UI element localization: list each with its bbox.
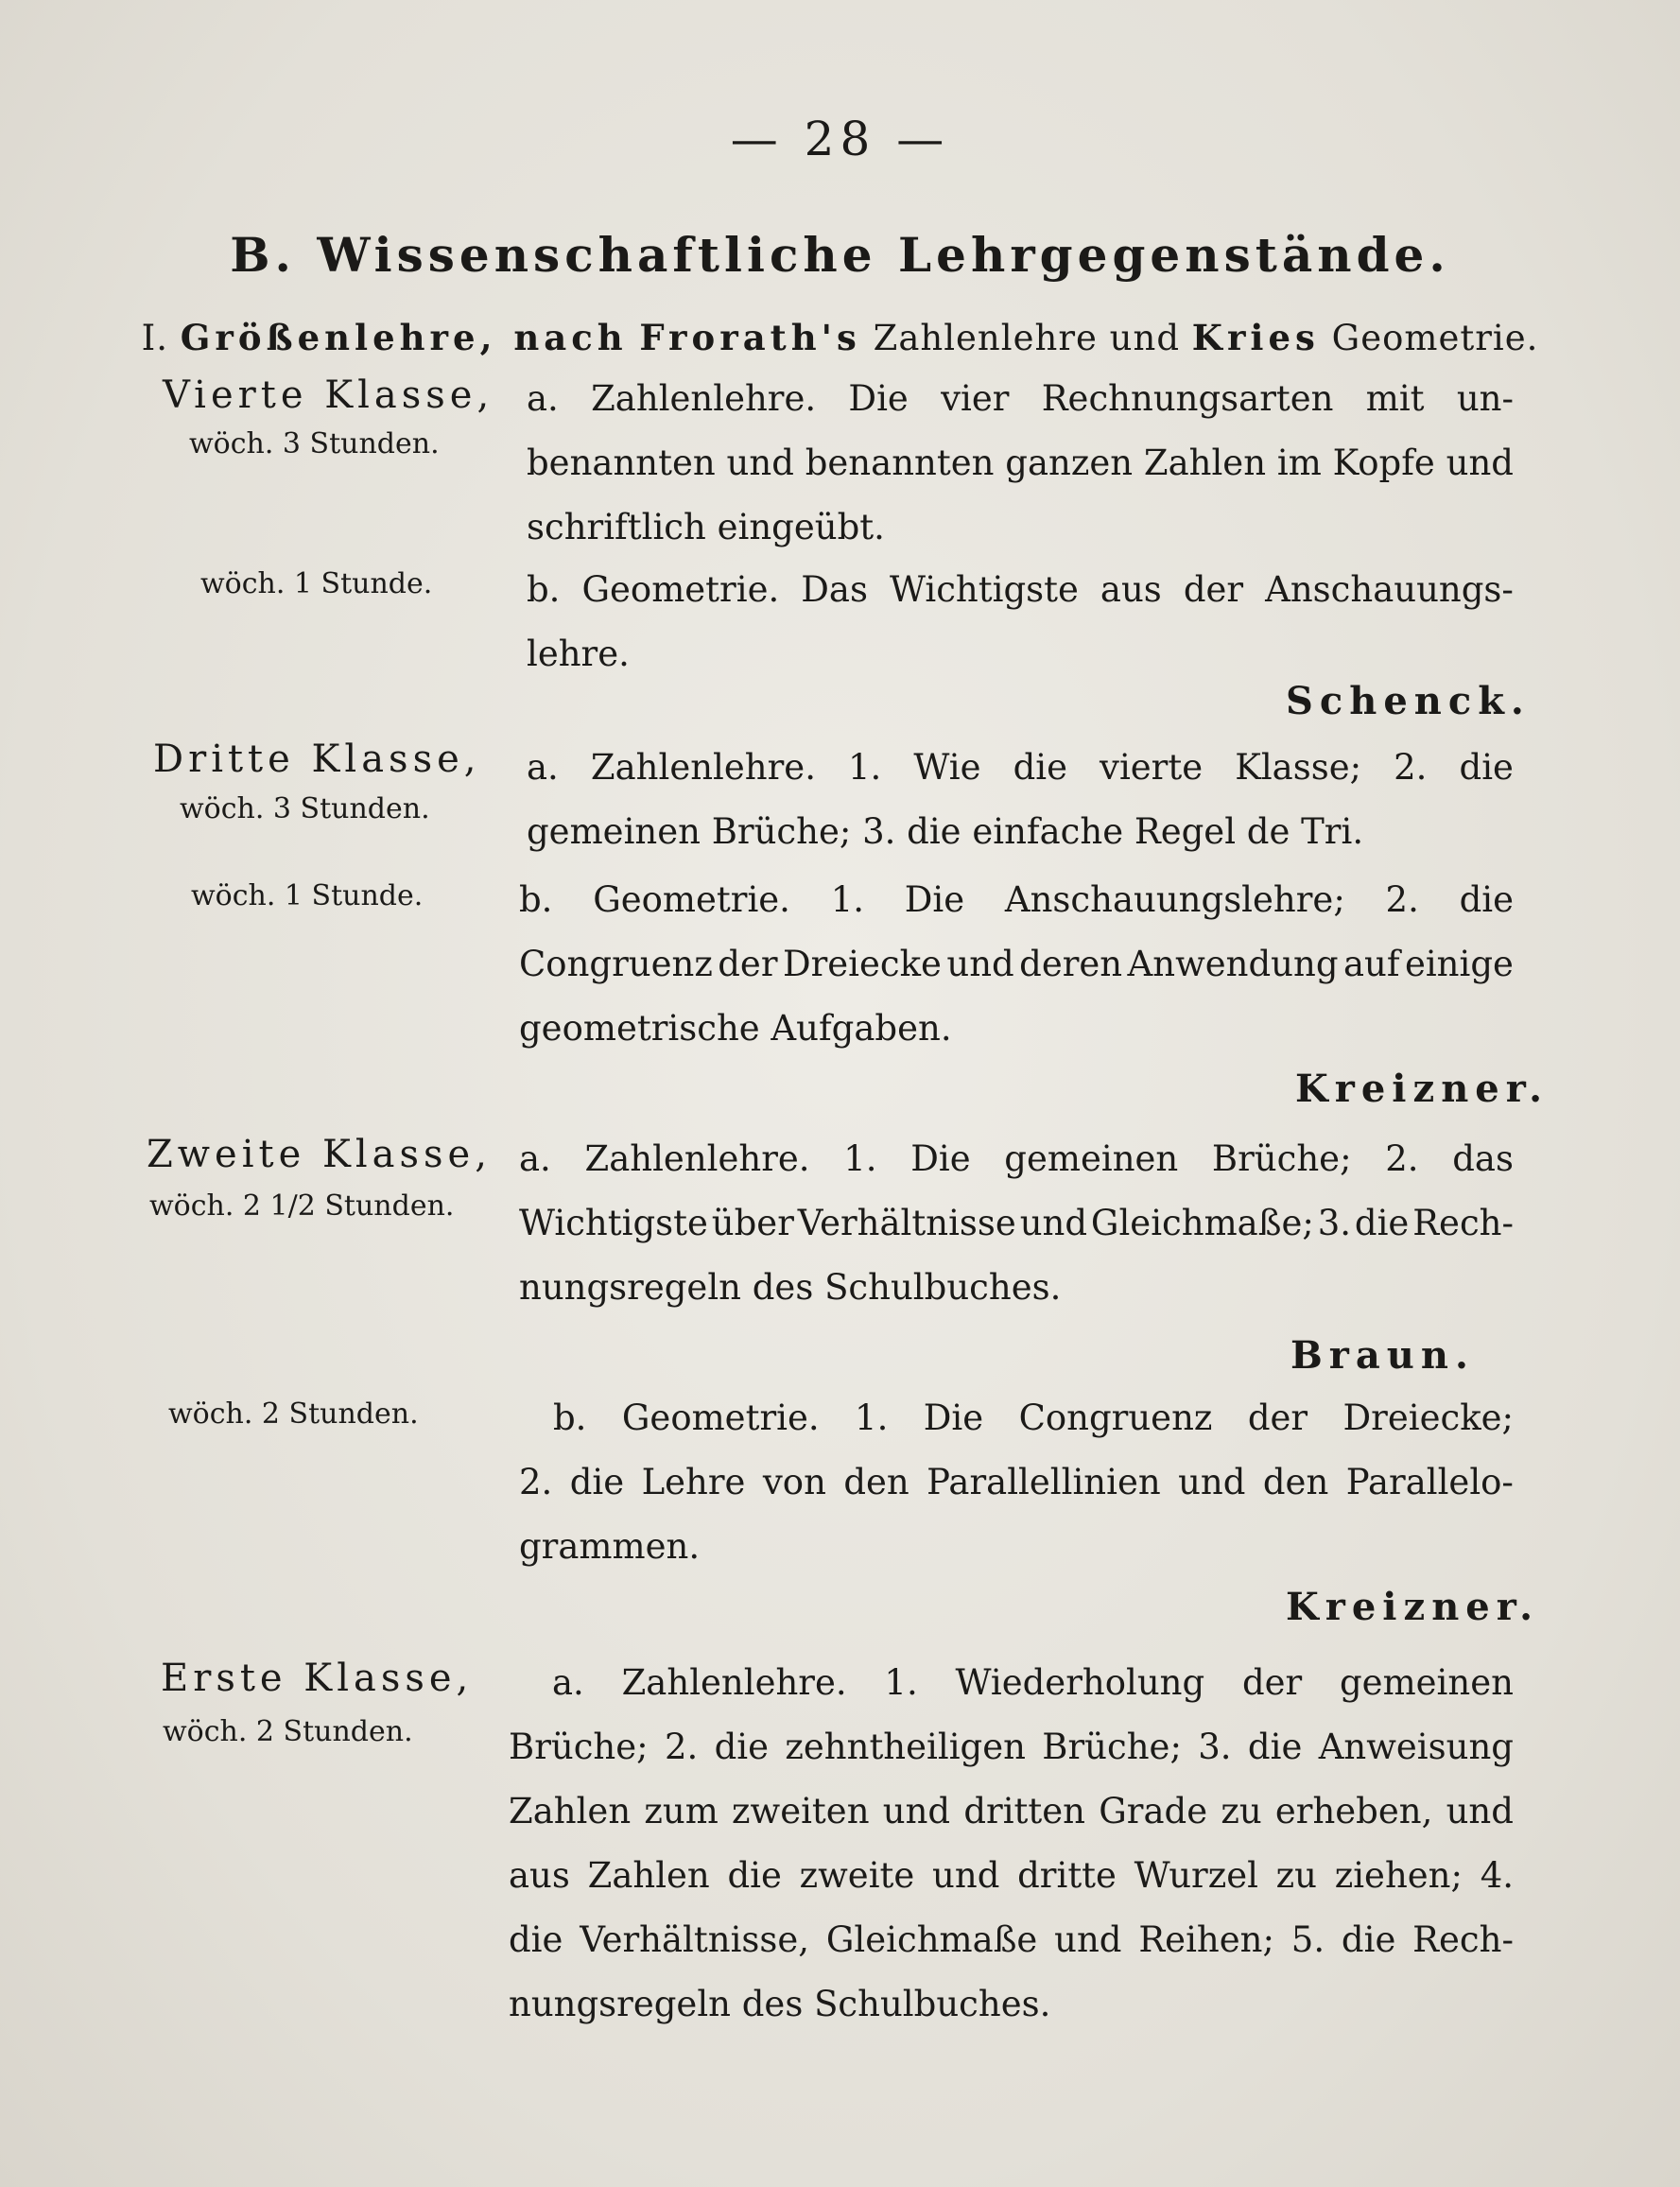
text-line: grammen. [519, 1526, 701, 1567]
teacher-name: Braun. [1290, 1333, 1475, 1378]
page-number: — 28 — [730, 112, 950, 166]
text-line: b. Geometrie. Das Wichtigste aus der Anschauungs- [527, 569, 1514, 610]
hours-label: wöch. 2 Stunden. [163, 1715, 413, 1748]
class-label: Zweite Klasse, [147, 1133, 492, 1176]
class-label: Erste Klasse, [161, 1657, 474, 1700]
teacher-name: Kreizner. [1286, 1585, 1540, 1629]
subject-part2: Zahlenlehre und [873, 318, 1181, 358]
entry-text-a [527, 736, 1514, 864]
text-line: b. Geometrie. 1. Die Anschauungslehre; 2. die [519, 879, 1514, 920]
text-line: lehre. [527, 634, 630, 674]
subject-name2: Kries [1191, 317, 1320, 358]
teacher-name: Schenck. [1286, 679, 1531, 723]
text-line: schriftlich eingeübt. [527, 507, 885, 547]
text-line: benannten und benannten ganzen Zahlen im Kopfe und [527, 443, 1514, 483]
hours-label: wöch. 1 Stunde. [200, 567, 433, 600]
text-line: Zahlen zum zweiten und dritten Grade zu erheben, und [509, 1791, 1514, 1831]
hours-label: wöch. 3 Stunden. [189, 427, 440, 460]
class-label: Dritte Klasse, [153, 738, 481, 781]
teacher-name: Kreizner. [1295, 1067, 1550, 1111]
subject-part1: Größenlehre, nach [180, 317, 628, 358]
hours-label: wöch. 2 1/2 Stunden. [149, 1189, 455, 1223]
text-line: Brüche; 2. die zehntheiligen Brüche; 3. die Anweisung [509, 1727, 1514, 1767]
hours-label: wöch. 1 Stunde. [191, 879, 424, 912]
entry-text-a [527, 367, 1514, 560]
text-line: Wichtigste über Verhältnisse und Gleichmaße; 3. die Rech- [519, 1203, 1514, 1243]
text-line: nungsregeln des Schulbuches. [519, 1267, 1062, 1308]
subject-prefix: I. [141, 318, 168, 358]
subject-heading [0, 317, 1680, 358]
entry-text-b [527, 558, 1514, 686]
text-line: 2. die Lehre von den Parallellinien und den Parallelo- [519, 1462, 1514, 1502]
hours-label: wöch. 2 Stunden. [168, 1397, 419, 1431]
class-label: Vierte Klasse, [163, 373, 494, 417]
text-line: aus Zahlen die zweite und dritte Wurzel zu ziehen; 4. [509, 1855, 1514, 1896]
text-line: a. Zahlenlehre. 1. Die gemeinen Brüche; 2. das [519, 1138, 1514, 1179]
text-line: die Verhältnisse, Gleichmaße und Reihen; 5. die Rech- [509, 1919, 1514, 1960]
text-line: gemeinen Brüche; 3. die einfache Regel de Tri. [527, 811, 1364, 852]
text-line: nungsregeln des Schulbuches. [509, 1984, 1051, 2024]
subject-part3: Geometrie. [1331, 318, 1539, 358]
section-heading: B. Wissenschaftliche Lehrgegenstände. [230, 227, 1450, 283]
text-line: a. Zahlenlehre. 1. Wie die vierte Klasse; 2. die [527, 747, 1514, 788]
text-line: a. Zahlenlehre. 1. Wiederholung der gemeinen [552, 1662, 1514, 1703]
text-line: geometrische Aufgaben. [519, 1008, 952, 1049]
subject-name1: Frorath's [639, 317, 861, 358]
text-line: b. Geometrie. 1. Die Congruenz der Dreiecke; [553, 1397, 1514, 1438]
hours-label: wöch. 3 Stunden. [180, 792, 430, 825]
entry-text-a [509, 1651, 1514, 2037]
text-line: Congruenz der Dreiecke und deren Anwendung auf einige [519, 944, 1514, 984]
entry-text-b [519, 868, 1514, 1061]
entry-text-a [519, 1127, 1514, 1320]
text-line: a. Zahlenlehre. Die vier Rechnungsarten mit un- [527, 378, 1514, 419]
entry-text-b [519, 1386, 1514, 1579]
